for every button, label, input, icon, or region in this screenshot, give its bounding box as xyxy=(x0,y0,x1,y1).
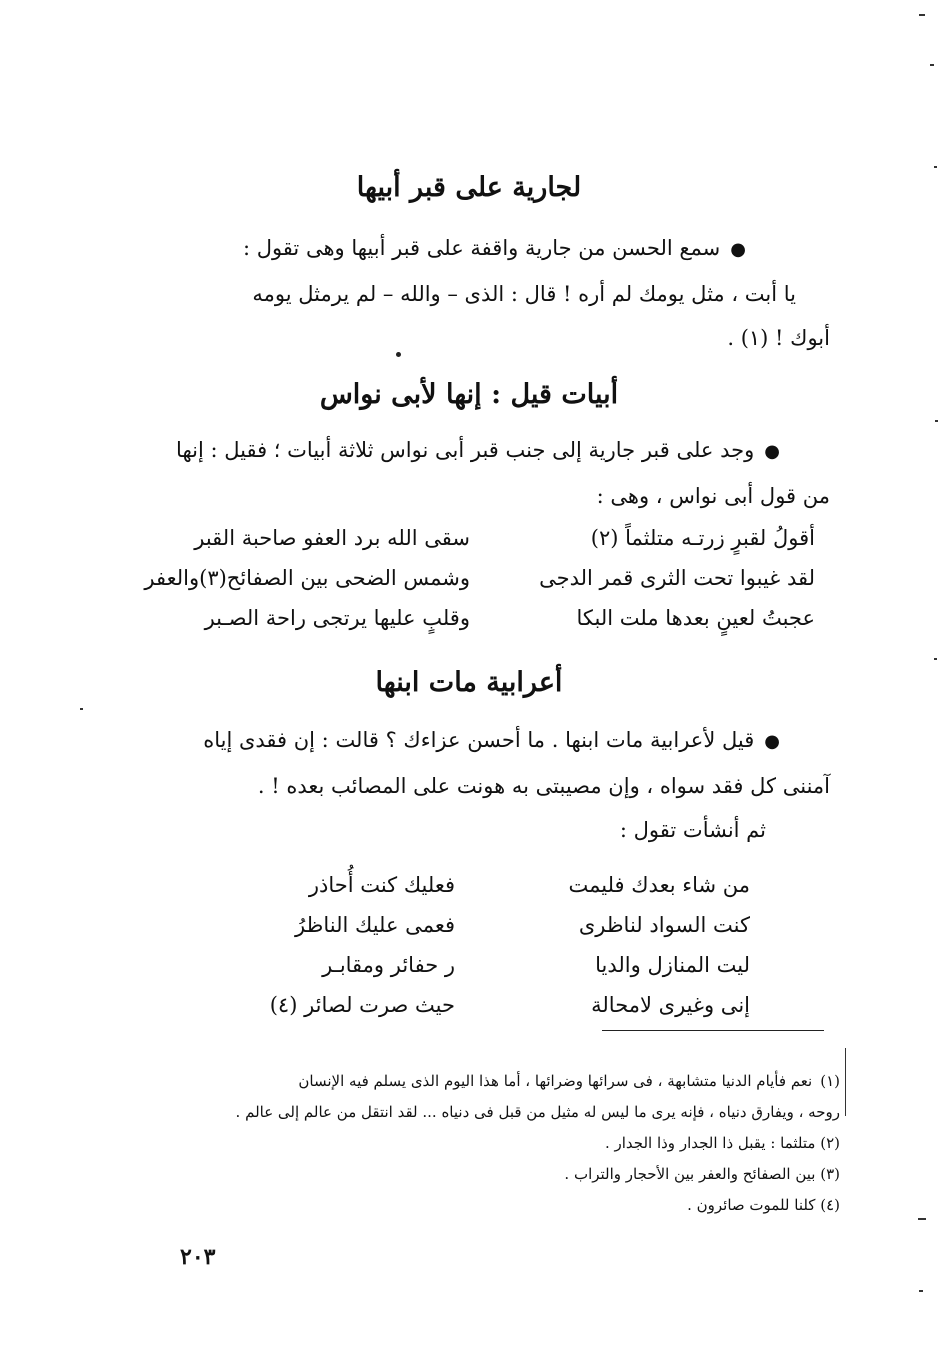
page-number: ٢٠٣ xyxy=(180,1244,216,1270)
paragraph xyxy=(150,428,830,518)
verse-first-half: أقولُ لقبرٍ زرتـه متلثماً (٢) xyxy=(590,526,815,550)
poem xyxy=(240,865,750,1025)
paragraph-text: سمع الحسن من جارية واقفة على قبر أبيها وهى تقول : xyxy=(242,236,721,260)
scan-mark xyxy=(930,64,934,66)
verse-first-half: إنى وغيرى لامحالة xyxy=(591,993,750,1017)
verse-first-half: ليت المنازل والديا xyxy=(595,953,750,977)
scan-mark xyxy=(918,1218,926,1220)
bullet-icon: ● xyxy=(764,441,780,462)
paragraph-line: ثم أنشأت تقول : xyxy=(619,818,766,842)
footnote: (٤) كلنا للموت صائرون . xyxy=(687,1196,840,1214)
verse-second-half: حيث صرت لصائر (٤) xyxy=(269,993,455,1017)
scan-mark xyxy=(919,14,925,16)
paragraph-text: قيل لأعرابية مات ابنها . ما أحسن عزاءك ؟ قالت : إن فقدى إياه xyxy=(203,728,755,752)
footnote xyxy=(150,1066,840,1097)
paragraph-line xyxy=(150,226,830,272)
verse-first-half: لقد غيبوا تحت الثرى قمر الدجى xyxy=(539,566,815,590)
paragraph-line: من قول أبى نواس ، وهى : xyxy=(596,484,830,508)
verse-second-half: فعمى عليك الناظرُ xyxy=(295,913,455,937)
footnote-text: نعم فأيام الدنيا متشابهة ، فى سرائها وضرائها ، أما هذا اليوم الذى يسلم فيه الإنسان xyxy=(298,1072,813,1090)
paragraph-line: أبوك ! (١) . xyxy=(727,326,830,350)
bullet-icon: ● xyxy=(764,731,780,752)
paragraph-line xyxy=(150,718,830,764)
poem xyxy=(144,518,815,638)
paragraph-line: آمننى كل فقد سواه ، وإن مصيبتى به هونت على المصائب بعده ! . xyxy=(257,774,830,798)
verse xyxy=(240,945,750,985)
footnotes xyxy=(150,1066,840,1221)
verse-first-half: كنت السواد لناظرى xyxy=(578,913,750,937)
verse xyxy=(240,985,750,1025)
verse xyxy=(175,518,815,558)
verse xyxy=(144,558,815,598)
paragraph-line: يا أبت ، مثل يومك لم أره ! قال : الذى – والله – لم يرمثل يومه xyxy=(252,282,796,306)
footnote: (٢) متلثما : يقبل ذا الجدار وذا الجدار . xyxy=(604,1134,840,1152)
section-title: لجارية على قبر أبيها xyxy=(356,172,582,203)
paragraph xyxy=(150,226,830,360)
paragraph xyxy=(150,718,830,852)
verse-second-half: ر حفائر ومقابـر xyxy=(322,953,455,977)
section-title: أعرابية مات ابنها xyxy=(375,667,563,698)
verse-second-half: سقى الله برد العفو صاحبة القبر xyxy=(194,526,470,550)
scan-mark xyxy=(934,658,937,660)
scan-mark xyxy=(934,166,937,168)
paragraph-line xyxy=(150,428,830,474)
section-title: أبيات قيل : إنها لأبى نواس xyxy=(319,379,619,410)
verse xyxy=(240,905,750,945)
paragraph-text: وجد على قبر جارية إلى جنب قبر أبى نواس ثلاثة أبيات ؛ فقيل : إنها xyxy=(176,438,755,462)
verse-second-half: فعليك كنت أُحاذر xyxy=(308,873,455,897)
verse-second-half: وشمس الضحى بين الصفائح(٣)والعفر xyxy=(144,566,470,590)
bullet-icon: ● xyxy=(730,239,746,260)
verse-first-half: عجبتُ لعينٍ بعدها ملت البكا xyxy=(576,606,815,630)
scan-mark xyxy=(80,708,83,710)
footnote-separator xyxy=(602,1030,824,1031)
footnote-number: (١) xyxy=(820,1072,840,1090)
verse xyxy=(240,865,750,905)
scan-mark xyxy=(845,1048,846,1116)
footnote-continuation: روحه ، ويفارق دنياه ، فإنه يرى ما ليس له مثيل من قبل فى دنياه ... لقد انتقل من عالم إلى عالم . xyxy=(235,1103,840,1121)
ink-dot xyxy=(396,352,401,357)
verse xyxy=(175,598,815,638)
scan-mark xyxy=(919,1290,923,1292)
verse-second-half: وقلبٍ عليها يرتجى راحة الصـبر xyxy=(204,606,470,630)
footnote: (٣) بين الصفائح والعفر بين الأحجار والتراب . xyxy=(564,1165,840,1183)
verse-first-half: من شاء بعدك فليمت xyxy=(568,873,750,897)
